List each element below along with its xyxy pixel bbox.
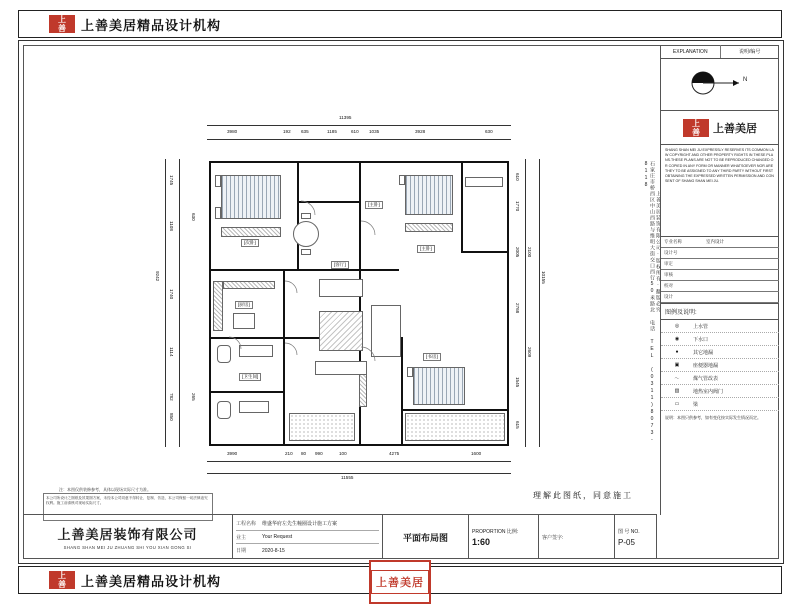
dim-bottom-total: 11555 [341, 475, 354, 480]
info-header [661, 45, 779, 59]
room-label: [主卧] [417, 245, 435, 253]
door-swings [209, 161, 509, 446]
header-brand-title: 上善美居精品设计机构 [81, 17, 222, 33]
dim-line-right [525, 159, 526, 447]
legend-item [661, 333, 779, 346]
info-row [661, 248, 779, 259]
dim-left-1: 1745 [169, 175, 174, 186]
legend-label: 下水口 [693, 336, 709, 343]
legend-item [661, 372, 779, 385]
title-company-en: SHANG SHAN MEI JU ZHUANG SHI YOU XIAN GONG SI [63, 545, 192, 550]
title-project-row [236, 517, 379, 531]
title-number-value: P-05 [618, 537, 635, 547]
legend-symbol-icon: ▥ [674, 388, 680, 394]
dim-top-2: 192 [283, 129, 291, 134]
dim-left-7: 630 [191, 213, 196, 221]
legend-label: 地热室内阀门 [693, 388, 724, 395]
legend-symbol-icon: ● [675, 349, 679, 355]
dim-bottom-1: 3990 [227, 451, 238, 456]
room-label: [厨房] [235, 301, 253, 309]
floor-plan [155, 115, 546, 480]
title-drawing-name: 平面布局图 [383, 515, 469, 559]
dim-top-total: 11395 [339, 115, 352, 120]
dim-right-3: 2005 [515, 247, 520, 258]
dim-left-8: 265 [191, 393, 196, 401]
legend-label: 梁 [693, 401, 699, 408]
brand-mark-line-1-footer: 上 [58, 571, 66, 580]
legend-symbol-icon: 〜 [674, 375, 680, 382]
info-row-label: 校对 [664, 283, 673, 288]
info-row-label: 审核 [664, 272, 673, 277]
title-scale-label: PROPORTION 比例: [472, 528, 519, 535]
dim-left-3: 1740 [169, 289, 174, 300]
info-logo [661, 111, 779, 145]
legend-label: 其它地漏 [693, 349, 714, 356]
info-header-left: EXPLANATION [661, 45, 721, 58]
title-block [23, 514, 657, 559]
dim-right-7: 615 [515, 421, 520, 429]
title-number-label: 图 号 NO. [618, 528, 640, 535]
title-company-cn: 上善美居装饰有限公司 [57, 527, 198, 542]
dim-bottom-7: 1600 [471, 451, 482, 456]
brand-logo-icon-panel [683, 119, 709, 137]
watermark-stamp [369, 560, 431, 604]
title-project-row [236, 544, 379, 557]
dim-bottom-2: 210 [285, 451, 293, 456]
legend-label: 座便器地漏 [693, 362, 719, 369]
dim-top-6: 1035 [369, 129, 380, 134]
info-row [661, 237, 779, 248]
dim-bottom-3: 80 [301, 451, 307, 456]
info-logo-text: 上善美居 [713, 122, 757, 135]
dim-line-left [179, 159, 180, 447]
dim-right-2: 1770 [515, 201, 520, 212]
disclaimer-box: 本公司所设计之图纸及效果图方案，未经本公司同意不得转让、复制、仿造，本公司保留一切法律追究权利。施工前请核对现场实际尺寸。 [43, 493, 213, 521]
info-row-label: 设计号 [664, 250, 678, 255]
compass-label: N [743, 77, 748, 83]
header-brand-bar [18, 10, 782, 38]
legend-symbol-icon: ▣ [674, 362, 680, 368]
info-header-right: 说明/编号 [739, 49, 761, 55]
legend-label: 煤气管改表 [693, 375, 719, 382]
info-row [661, 292, 779, 303]
copyright-note: SHANG SHAN MEI JU EXPRESSLY RESERVES ITS COMMON LAW COPYRIGHT AND OTHER PROPERTY RIGHTS IN THESE PLANS.THESE PLANS ARE NOT TO BE REPRODUCED CHANGED OR COPIED IN ANY FORM OR MANNER WHATSOEVER NOR ARE THEY TO BE ASSIGNED TO ANY THIRD PARTY WITHOUT FIRST OBTAINING THE EXPRESSED WRITTEN PERMISSION AND CONSENT OF SHANG SHAN MEI JU. [661, 145, 779, 237]
plan-note: 注：本图仅供装修参考，具体以现场实际尺寸为准。 [59, 486, 151, 492]
legend-item [661, 346, 779, 359]
title-project-key: 工程名称 [236, 520, 257, 527]
dim-right-6: 1545 [515, 377, 520, 388]
room-label: [次卧] [241, 239, 259, 247]
dim-top-5: 610 [351, 129, 359, 134]
dim-right-total: 10155 [541, 271, 546, 284]
approval-text: 理解此图纸，同意施工 [533, 491, 633, 500]
dim-line-top [207, 139, 511, 140]
title-project-key: 业主 [236, 534, 247, 541]
brand-mark-line-2-panel: 善 [692, 127, 700, 137]
brand-mark-line-1-panel: 上 [692, 118, 700, 128]
info-rows [661, 237, 779, 304]
room-label: [客厅] [331, 261, 349, 269]
dim-top-1: 3980 [227, 129, 238, 134]
side-text-right: 石家庄市桥西区中山西路与维明大街交口西行50米路北 电话 TEL (0311)8073-8118 [643, 161, 655, 444]
info-row-label: 专业名称 [664, 239, 682, 244]
dim-top-8: 630 [485, 129, 493, 134]
legend-symbol-icon: ◎ [674, 323, 680, 329]
title-project-value: Your Request [262, 534, 293, 540]
dim-right-5: 2768 [515, 303, 520, 314]
legend-item [661, 385, 779, 398]
title-signature: 客户签字: [539, 515, 615, 559]
info-row-value: 室内设计 [706, 239, 724, 244]
dim-top-4: 1185 [327, 129, 337, 134]
info-row [661, 270, 779, 281]
footer-brand-title: 上善美居精品设计机构 [81, 573, 222, 589]
dim-left-2: 1108 [169, 221, 174, 231]
dim-bottom-6: 4275 [389, 451, 400, 456]
dim-left-total: 9242 [155, 271, 160, 282]
watermark-text: 上善美居 [371, 570, 429, 594]
side-text-left: 上善美居装饰有限公司·版权所有·翻版必究 [655, 191, 661, 313]
info-column [660, 45, 779, 515]
title-project-info [233, 515, 383, 559]
brand-logo-icon-footer [49, 571, 75, 589]
dim-line-top-total [207, 125, 511, 126]
title-project-value: 2020-8-15 [262, 547, 285, 554]
brand-mark-line-1: 上 [58, 15, 66, 24]
title-project-key: 日期 [236, 548, 247, 555]
info-row [661, 259, 779, 270]
dim-left-6: 850 [169, 413, 174, 421]
dim-left-4: 1114 [169, 347, 174, 357]
dim-top-3: 635 [301, 129, 309, 134]
legend-symbol-icon: ◉ [674, 336, 680, 342]
info-row [661, 281, 779, 292]
compass-icon [661, 59, 779, 111]
legend-symbol-icon: ▭ [674, 401, 680, 407]
legend-note: 说明：本图只供参考，如有变化按实际发生情况而定。 [665, 415, 761, 420]
title-number [615, 515, 657, 559]
legend-item [661, 359, 779, 372]
info-row-label: 设计 [664, 294, 673, 299]
room-label: [卫生间] [239, 373, 261, 381]
legend-item [661, 398, 779, 411]
title-company [23, 515, 233, 559]
dim-bottom-4: 990 [315, 451, 323, 456]
brand-mark-line-2: 善 [58, 24, 66, 33]
compass-box [661, 59, 779, 111]
info-row-label: 审定 [664, 261, 673, 266]
legend-title: 图例及说明: [661, 304, 779, 320]
room-label: [书房] [423, 353, 441, 361]
brand-mark-line-2-footer: 善 [58, 580, 66, 589]
dim-line-bottom-total [207, 473, 511, 474]
title-scale-value: 1:60 [472, 536, 491, 547]
dim-line-right-total [539, 159, 540, 447]
legend-label: 上水管 [693, 323, 709, 330]
legend-list [661, 320, 779, 411]
dim-right-1: 610 [515, 173, 520, 181]
dim-line-left-total [165, 159, 166, 447]
dim-line-bottom [207, 461, 511, 462]
title-scale [469, 515, 539, 559]
legend-item [661, 320, 779, 333]
dim-bottom-5: 100 [339, 451, 347, 456]
room-label: [主卧] [365, 201, 383, 209]
title-project-row [236, 531, 379, 545]
title-project-value: 维盛华府左先生幢圈设计施工方案 [262, 520, 338, 527]
dim-left-5: 782 [169, 393, 174, 401]
dim-right-4: 2100 [527, 247, 532, 258]
dim-top-7: 3928 [415, 129, 426, 134]
brand-logo-icon [49, 15, 75, 33]
dim-right-8: 2609 [527, 347, 532, 358]
drawing-frame [18, 40, 784, 564]
